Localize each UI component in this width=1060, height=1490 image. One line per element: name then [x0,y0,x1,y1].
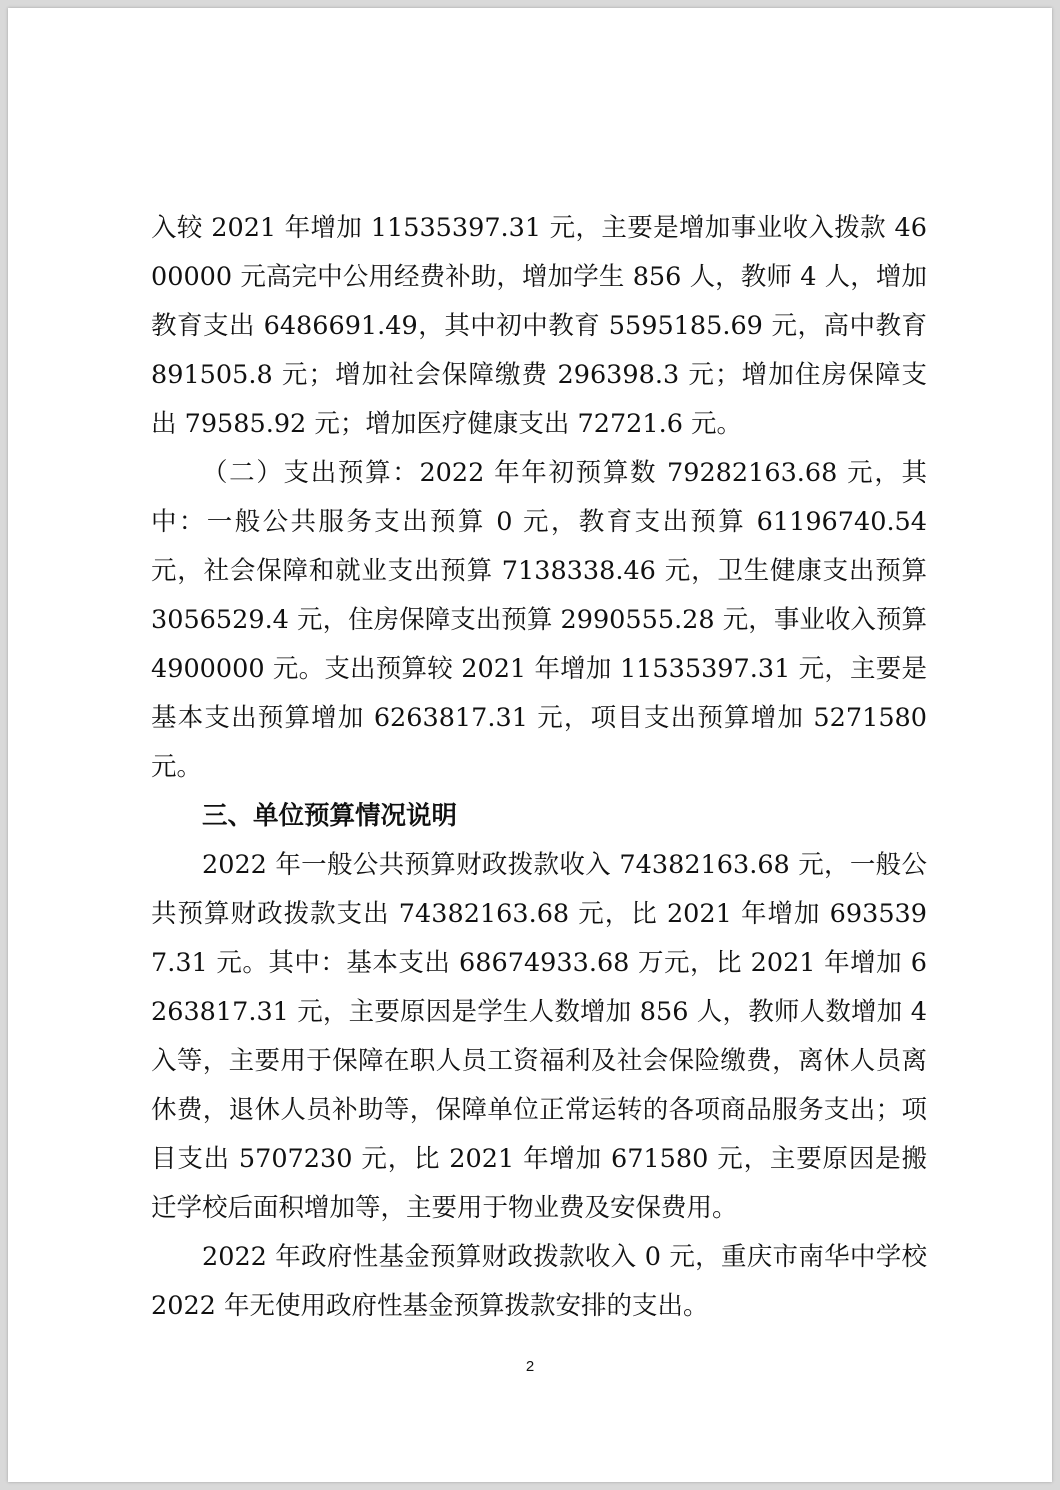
page-number: 2 [525,1358,535,1375]
paragraph-expenditure-budget: （二）支出预算：2022 年年初预算数 79282163.68 元，其中：一般公共服务支出预算 0 元，教育支出预算 61196740.54 元，社会保障和就业支出预算 7138338.46 元，卫生健康支出预算 3056529.4 元，住房保障支出预算 2990555.28 元，事业收入预算 4900000 元。支出预算较 2021 年增加 11535397.31 元，主要是基本支出预算增加 6263817.31 元，项目支出预算增加 5271580 元。 [151,458,927,782]
paragraph-general-public-budget: 2022 年一般公共预算财政拨款收入 74382163.68 元，一般公共预算财政拨款支出 74382163.68 元，比 2021 年增加 6935397.31 元。其中：基本支出 68674933.68 万元，比 2021 年增加 6263817.31 元，主要原因是学生人数增加 856 人，教师人数增加 4 入等，主要用于保障在职人员工资福利及社会保险缴费，离休人员离休费，退休人员补助等，保障单位正常运转的各项商品服务支出；项目支出 5707230 元，比 2021 年增加 671580 元，主要原因是搬迁学校后面积增加等，主要用于物业费及安保费用。 [151,850,927,1223]
document-page [8,8,1052,1482]
paragraph-income-increase: 入较 2021 年增加 11535397.31 元，主要是增加事业收入拨款 4600000 元高完中公用经费补助，增加学生 856 人，教师 4 人，增加教育支出 6486691.49，其中初中教育 5595185.69 元，高中教育 891505.8 元；增加社会保障缴费 296398.3 元；增加住房保障支出 79585.92 元；增加医疗健康支出 72721.6 元。 [151,213,927,439]
paragraph-government-fund-budget: 2022 年政府性基金预算财政拨款收入 0 元，重庆市南华中学校 2022 年无使用政府性基金预算拨款安排的支出。 [151,1242,927,1321]
section-heading-unit-budget: 三、单位预算情况说明 [202,801,458,831]
document-body [151,204,927,1331]
